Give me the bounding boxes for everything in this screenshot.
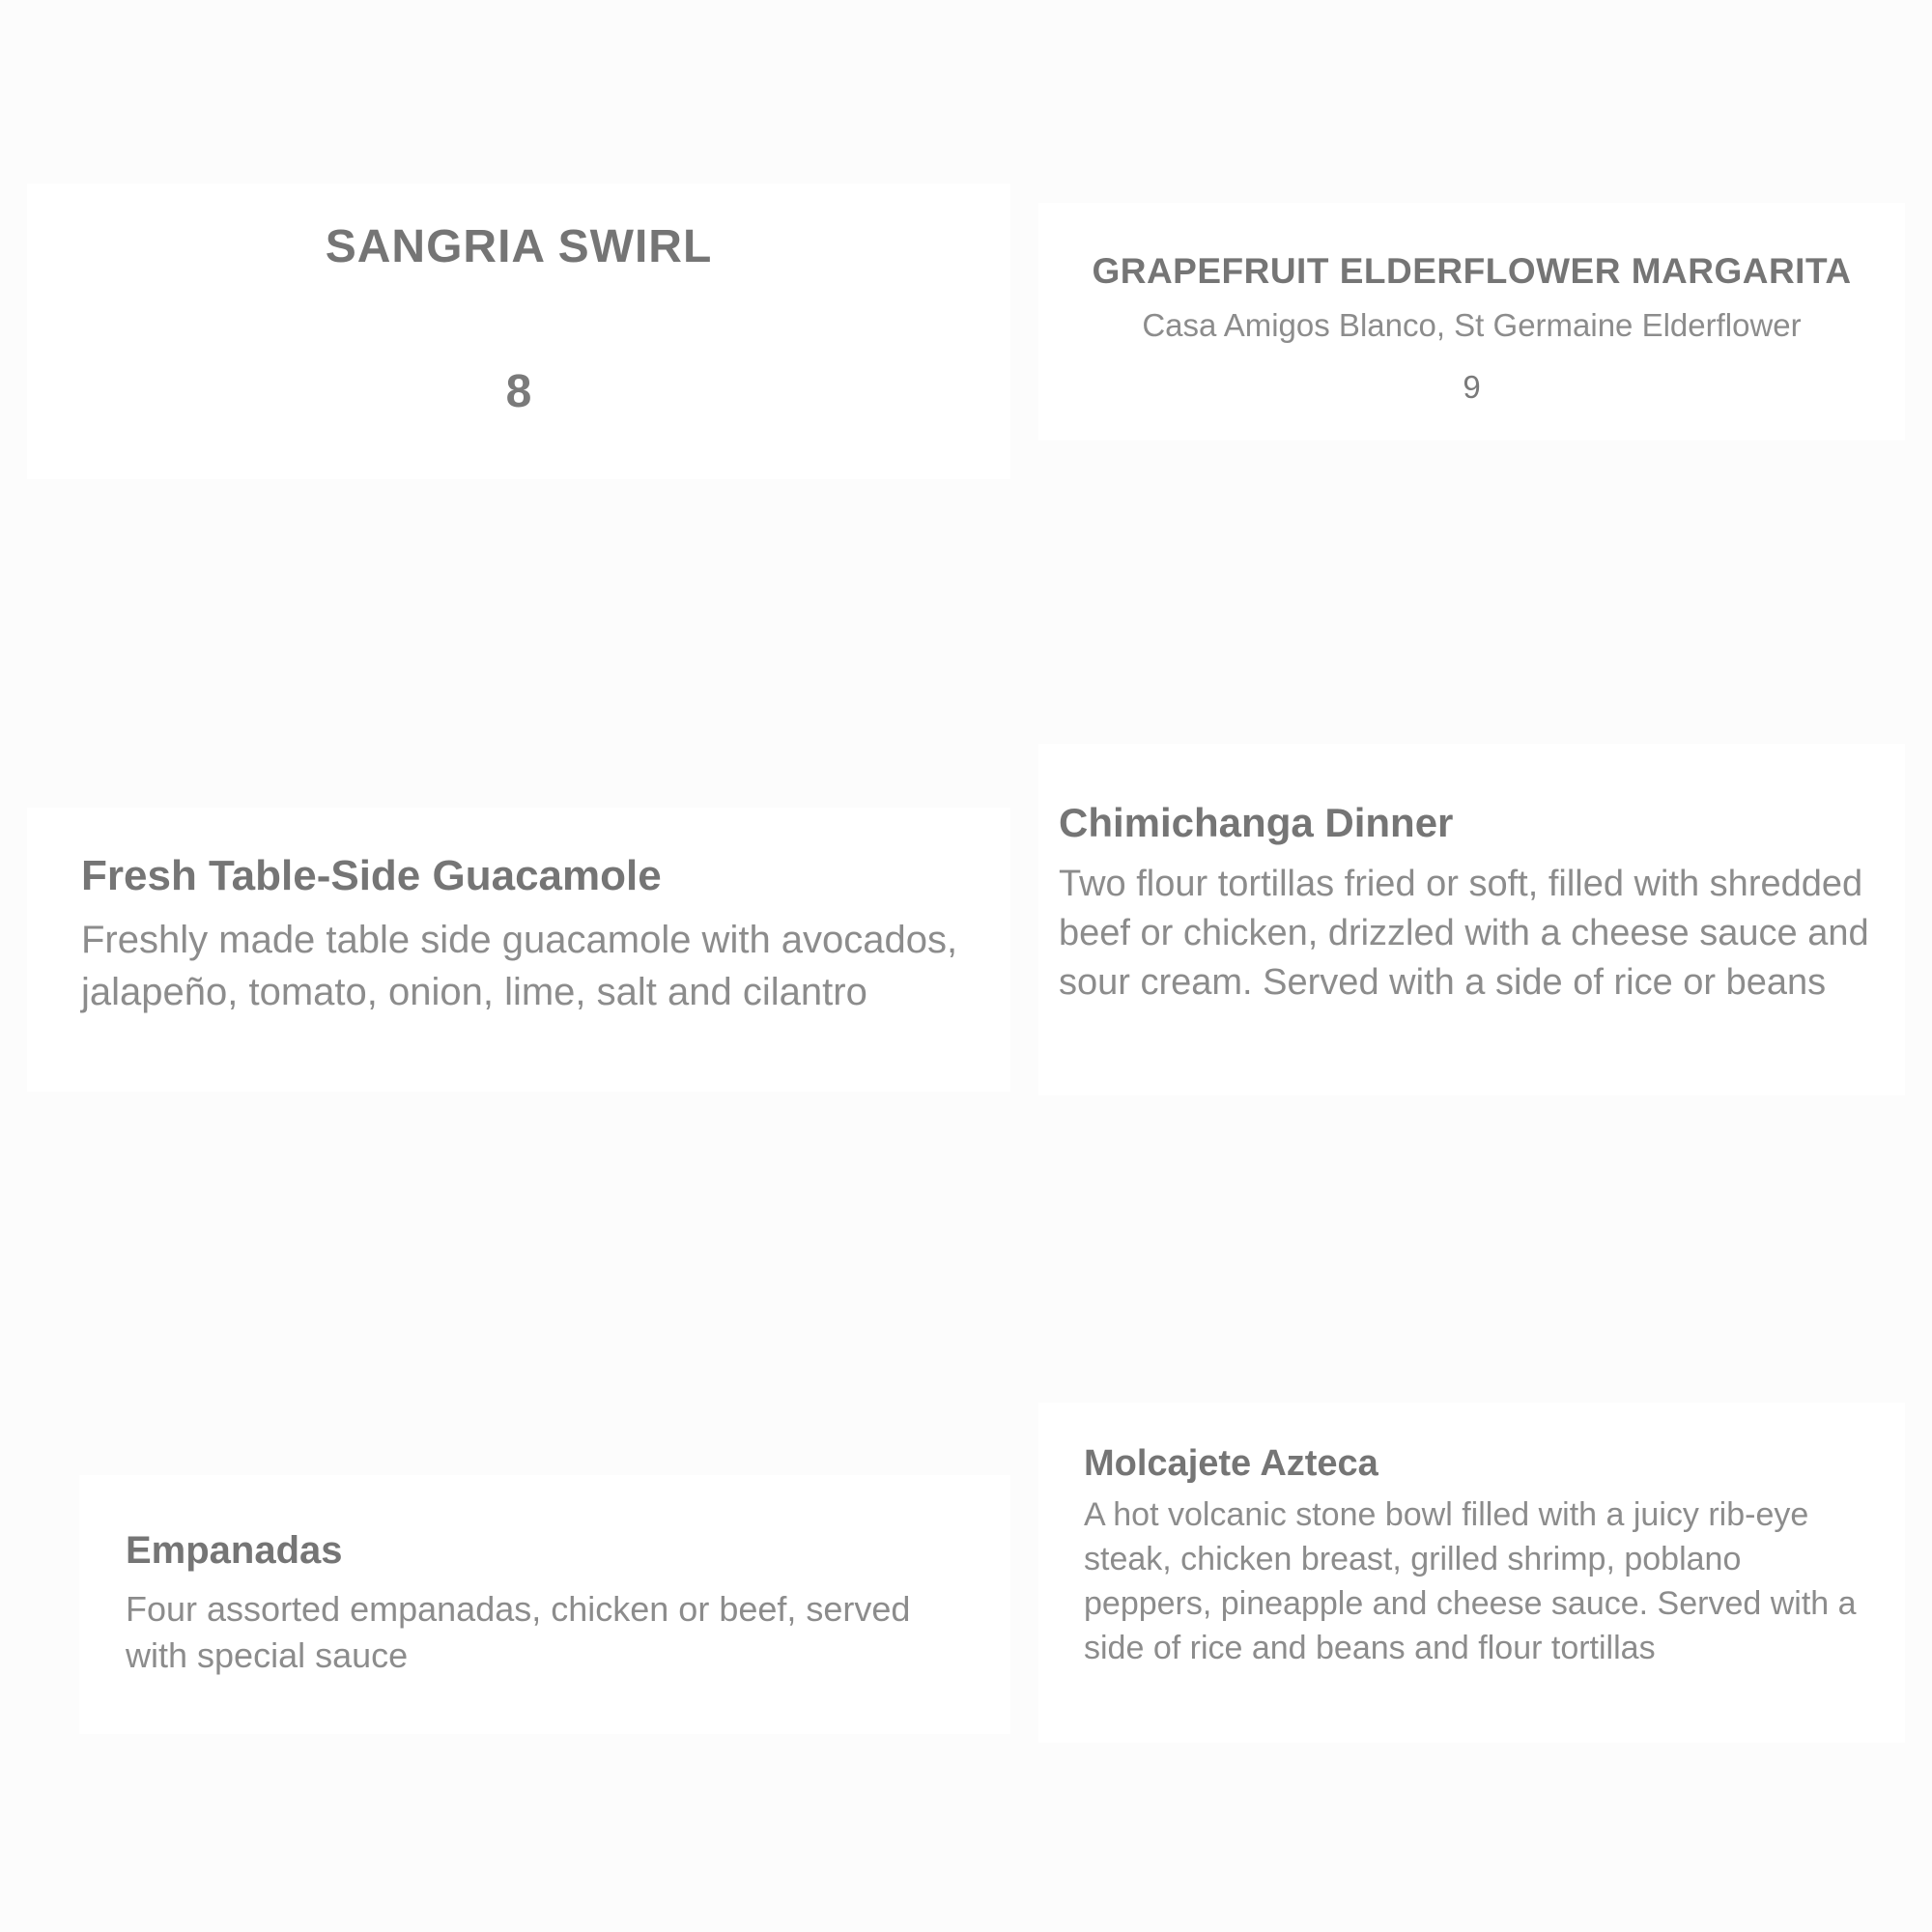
menu-item-title: Chimichanga Dinner [1059,800,1454,845]
menu-item-molcajete-azteca[interactable] [1038,1403,1905,1743]
menu-item-title: Empanadas [126,1529,343,1572]
menu-item-price: 9 [1463,369,1481,405]
menu-item-description: Freshly made table side guacamole with avocados, jalapeño, tomato, onion, lime, salt and cilantro [81,919,958,1013]
menu-item-description: A hot volcanic stone bowl filled with a juicy rib-eye steak, chicken breast, grilled shrimp, poblano peppers, pineapple and cheese sauce. Served with a side of rice and beans and flour tortillas [1084,1496,1857,1666]
menu-item-title: SANGRIA SWIRL [325,221,713,272]
menu-item-description: Two flour tortillas fried or soft, filled with shredded beef or chicken, drizzled with a cheese sauce and sour cream. Served with a side of rice or beans [1059,864,1869,1003]
menu-item-title: Molcajete Azteca [1084,1443,1378,1484]
menu-item-sangria-swirl[interactable] [27,184,1010,479]
menu-item-title: GRAPEFRUIT ELDERFLOWER MARGARITA [1092,251,1852,291]
menu-item-title: Fresh Table-Side Guacamole [81,852,662,899]
menu-item-empanadas[interactable] [79,1475,1010,1734]
menu-item-guacamole[interactable] [27,808,1010,1092]
menu-item-description: Casa Amigos Blanco, St Germaine Elderflower [1142,307,1802,343]
menu-item-chimichanga-dinner[interactable] [1038,744,1905,1095]
menu-item-description: Four assorted empanadas, chicken or beef, served with special sauce [126,1589,911,1675]
menu-item-price: 8 [505,366,532,417]
menu-item-grapefruit-elderflower-margarita[interactable] [1038,203,1905,440]
